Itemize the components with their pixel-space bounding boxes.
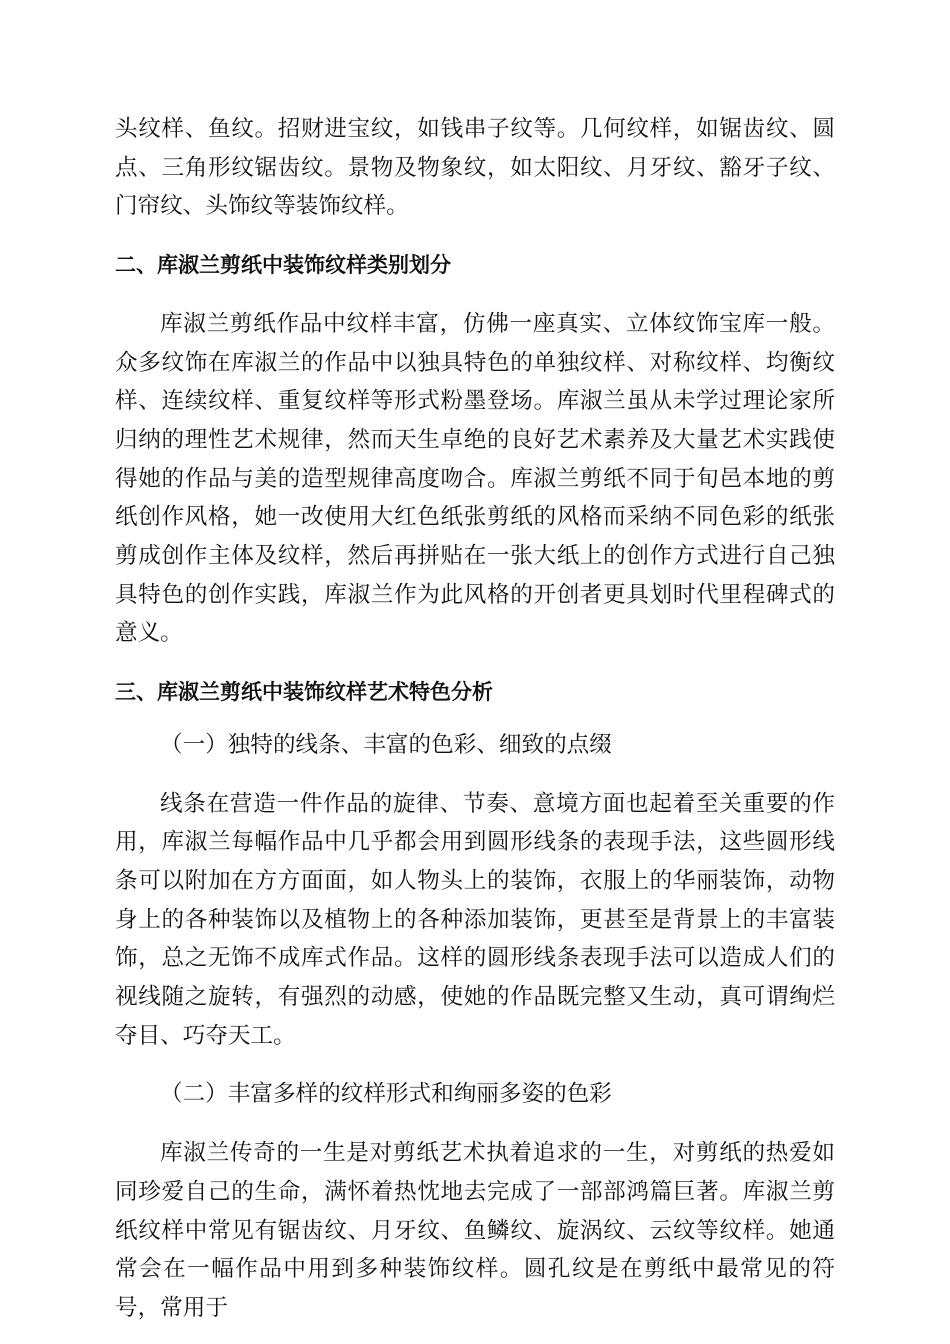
paragraph-intro-continuation: 头纹样、鱼纹。招财进宝纹，如钱串子纹等。几何纹样，如锯齿纹、圆点、三角形纹锯齿纹。景物及物象纹，如太阳纹、月牙纹、豁牙子纹、门帘纹、头饰纹等装饰纹样。 (115, 116, 835, 220)
paragraph-section-2: 库淑兰剪纸作品中纹样丰富，仿佛一座真实、立体纹饰宝库一般。众多纹饰在库淑兰的作品中以独具特色的单独纹样、对称纹样、均衡纹样、连续纹样、重复纹样等形式粉墨登场。库淑兰虽从未学过理论家所归纳的理性艺术规律，然而天生卓绝的良好艺术素养及大量艺术实践使得她的作品与美的造型规律高度吻合。库淑兰剪纸不同于旬邑本地的剪纸创作风格，她一改使用大红色纸张剪纸的风格而采纳不同色彩的纸张剪成创作主体及纹样，然后再拼贴在一张大纸上的创作方式进行自己独具特色的创作实践，库淑兰作为此风格的开创者更具划时代里程碑式的意义。 (115, 310, 835, 647)
subheading-2: （二）丰富多样的纹样形式和绚丽多姿的色彩 (160, 1081, 612, 1108)
section-heading-3: 三、库淑兰剪纸中装饰纹样艺术特色分析 (115, 680, 493, 705)
section-heading-2: 二、库淑兰剪纸中装饰纹样类别划分 (115, 253, 451, 278)
subheading-1: （一）独特的线条、丰富的色彩、细致的点缀 (160, 731, 612, 758)
paragraph-subsection-1: 线条在营造一件作品的旋律、节奏、意境方面也起着至关重要的作用，库淑兰每幅作品中几乎都会用到圆形线条的表现手法，这些圆形线条可以附加在方方面面，如人物头上的装饰，衣服上的华丽装饰，动物身上的各种装饰以及植物上的各种添加装饰，更甚至是背景上的丰富装饰，总之无饰不成库式作品。这样的圆形线条表现手法可以造成人们的视线随之旋转，有强烈的动感，使她的作品既完整又生动，真可谓绚烂夺目、巧夺天工。 (115, 790, 835, 1049)
paragraph-subsection-2: 库淑兰传奇的一生是对剪纸艺术执着追求的一生，对剪纸的热爱如同珍爱自己的生命，满怀着热忱地去完成了一部部鸿篇巨著。库淑兰剪纸纹样中常见有锯齿纹、月牙纹、鱼鳞纹、旋涡纹、云纹等纹样。她通常会在一幅作品中用到多种装饰纹样。圆孔纹是在剪纸中最常见的符号，常用于 (115, 1140, 835, 1321)
document-body (115, 110, 835, 1328)
